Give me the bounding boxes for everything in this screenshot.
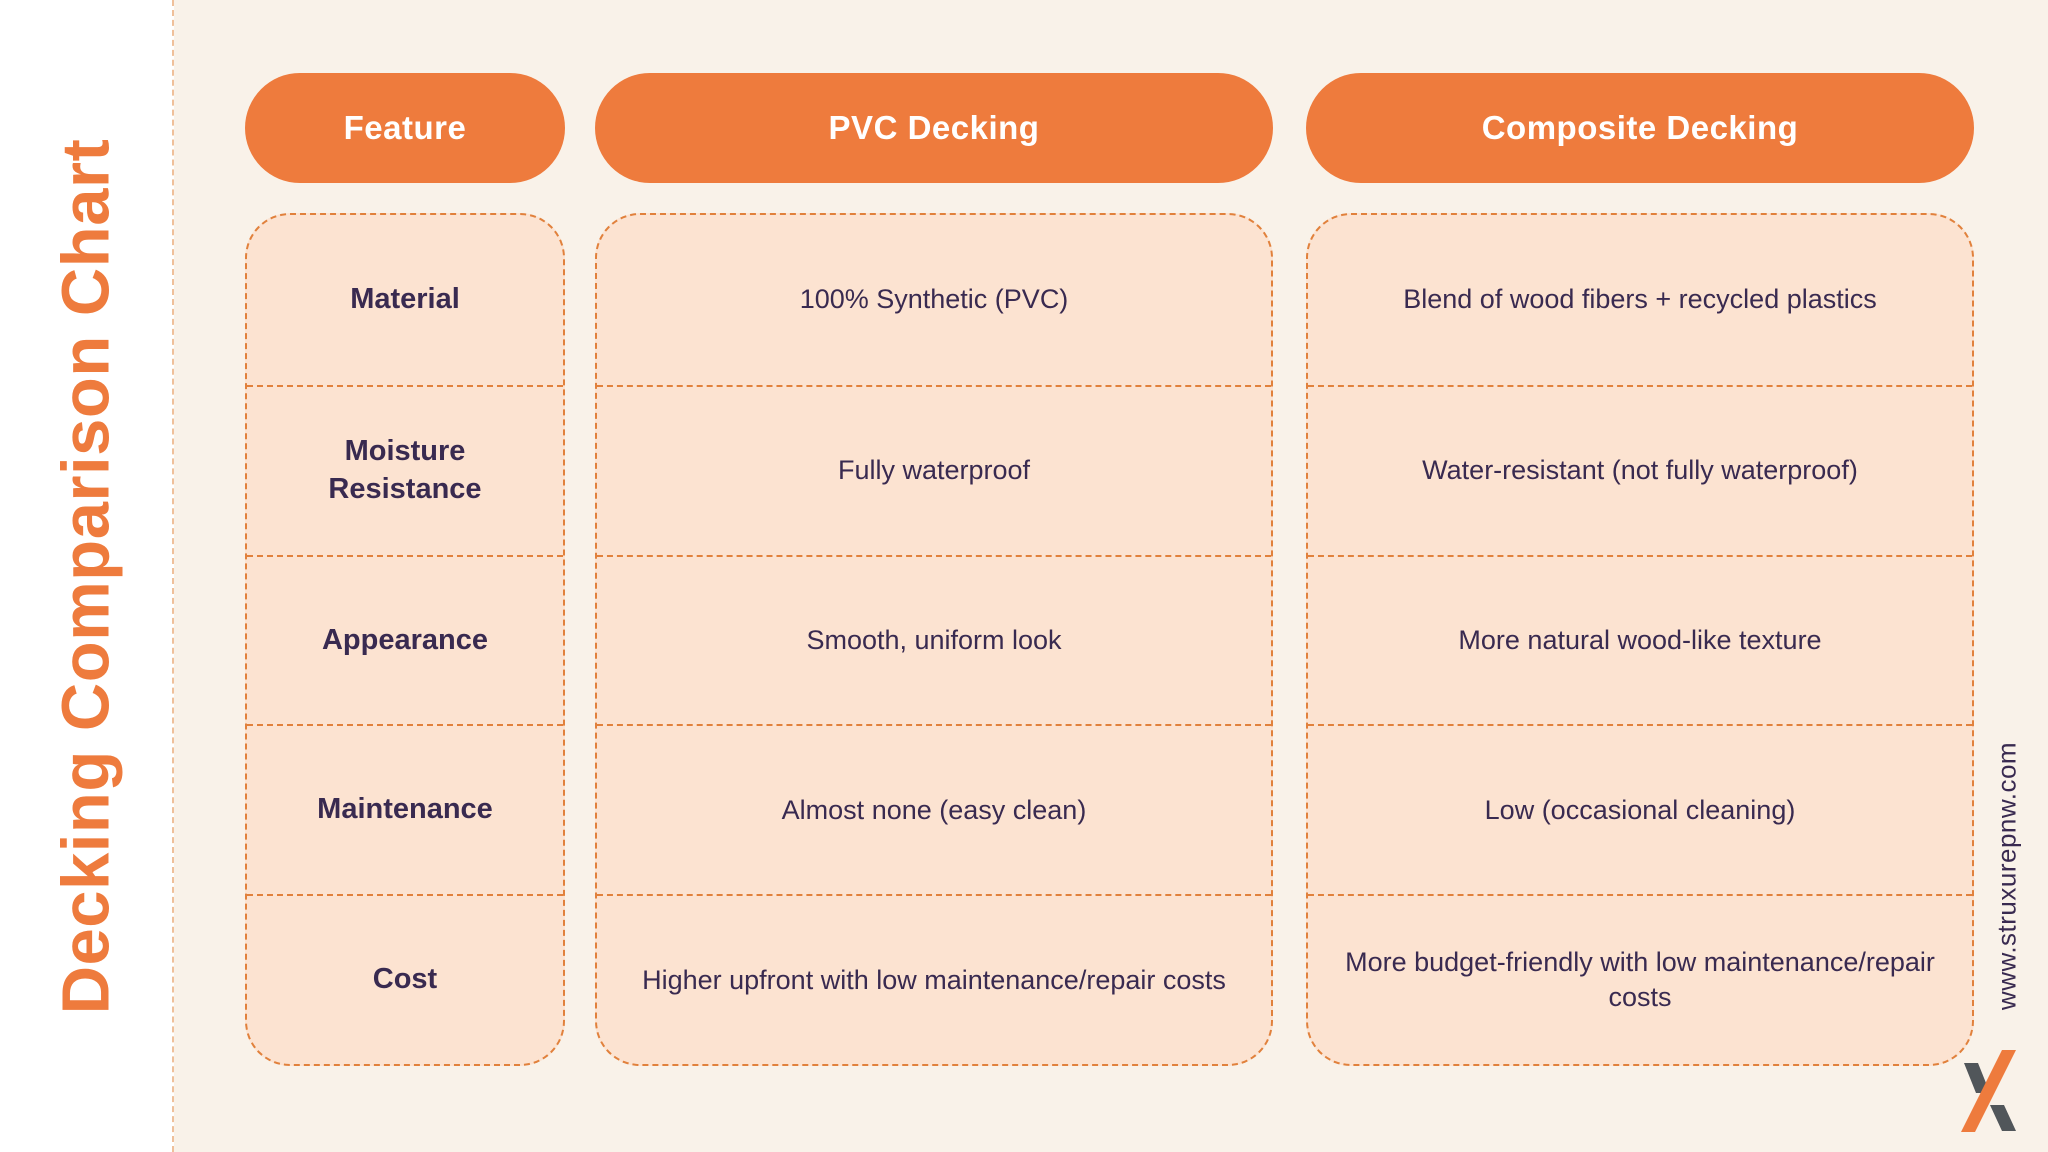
struxure-x-logo-icon bbox=[1952, 1046, 2028, 1138]
pvc-value-moisture-resistance: Fully waterproof bbox=[597, 385, 1271, 555]
composite-value-material: Blend of wood fibers + recycled plastics bbox=[1403, 284, 1877, 315]
header-pill-pvc bbox=[595, 73, 1273, 183]
header-label-pvc: PVC Decking bbox=[828, 109, 1040, 146]
header-label-composite: Composite Decking bbox=[1481, 109, 1799, 146]
header-pill-feature bbox=[245, 73, 565, 183]
composite-value-cost: More budget-friendly with low maintenance/repair costs bbox=[1308, 894, 1972, 1064]
website-url: www.struxurepnw.com bbox=[1991, 741, 2022, 1011]
composite-value-appearance: More natural wood-like texture bbox=[1308, 555, 1972, 725]
table-column-feature bbox=[245, 213, 565, 1066]
header-label-feature: Feature bbox=[343, 109, 467, 146]
composite-value-moisture-resistance: Water-resistant (not fully waterproof) bbox=[1308, 385, 1972, 555]
table-column-pvc bbox=[595, 213, 1273, 1066]
pvc-value-cost: Higher upfront with low maintenance/repair costs bbox=[597, 894, 1271, 1064]
left-title-strip bbox=[0, 0, 174, 1152]
feature-label-moisture-resistance: Moisture Resistance bbox=[247, 385, 563, 555]
page-title: Decking Comparison Chart bbox=[48, 138, 124, 1014]
feature-label-material: Material bbox=[350, 283, 460, 316]
pvc-value-appearance: Smooth, uniform look bbox=[597, 555, 1271, 725]
feature-label-maintenance: Maintenance bbox=[247, 724, 563, 894]
table-column-composite bbox=[1306, 213, 1974, 1066]
feature-label-appearance: Appearance bbox=[247, 555, 563, 725]
header-pill-composite bbox=[1306, 73, 1974, 183]
feature-label-cost: Cost bbox=[247, 894, 563, 1064]
pvc-value-maintenance: Almost none (easy clean) bbox=[597, 724, 1271, 894]
composite-value-maintenance: Low (occasional cleaning) bbox=[1308, 724, 1972, 894]
pvc-value-material: 100% Synthetic (PVC) bbox=[799, 284, 1069, 315]
